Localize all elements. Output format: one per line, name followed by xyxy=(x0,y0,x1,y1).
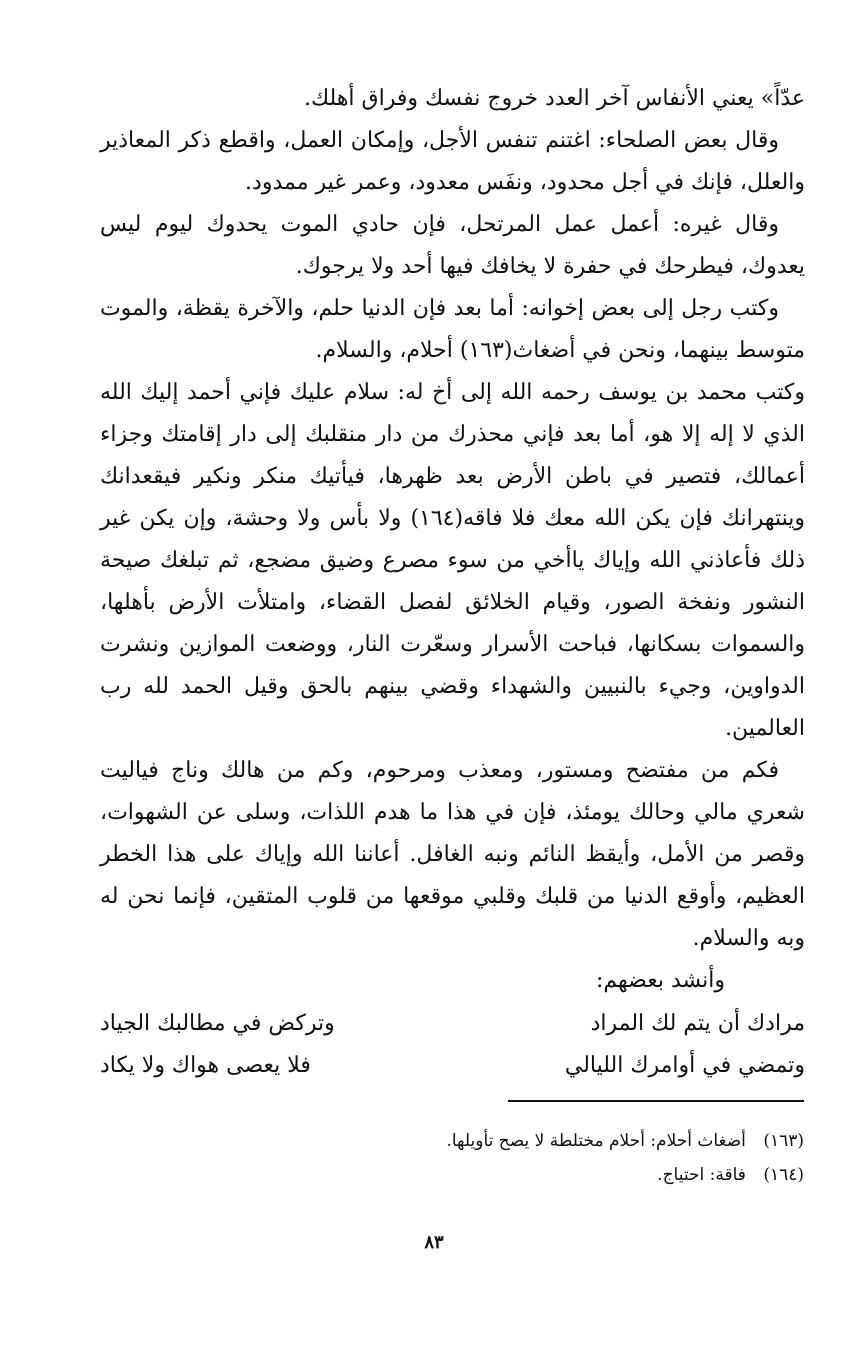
page-body xyxy=(100,78,805,1086)
footnote-text: أضغاث أحلام: أحلام مختلطة لا يصح تأويلها. xyxy=(446,1131,746,1151)
paragraph-6: فكم من مفتضح ومستور، ومعذب ومرحوم، وكم من هالك وناج فياليت شعري مالي وحالك يومئذ، فإن في هذا ما هدم اللذات، وسلى عن الشهوات، وقصر من الأمل، وأيقظ النائم ونبه الغافل. أعاننا الله وإياك على هذا الخطر العظيم، وأوقع الدنيا من قلبك وقلبي موقعها من قلوب المتقين، فإنما نحن له وبه والسلام. xyxy=(100,758,805,951)
paragraph-5: وكتب محمد بن يوسف رحمه الله إلى أخ له: سلام عليك فإني أحمد إليك الله الذي لا إله إلا هو، أما بعد فإني محذرك من دار منقلبك إلى دار إقامتك وجزاء أعمالك، فتصير في باطن الأرض بعد ظهرها، فيأتيك منكر ونكير فيقعدانك وينتهرانك فإن يكن الله معك فلا فاقه(١٦٤) ولا بأس ولا وحشة، وإن يكن غير ذلك فأعاذني الله وإياك ياأخي من سوء مصرع وضيق مضجع، ثم تبلغك صيحة النشور ونفخة الصور، وقيام الخلائق لفصل القضاء، وامتلأت الأرض بأهلها، والسموات بسكانها، فباحت الأسرار وسعّرت النار، ووضعت الموازين ونشرت الدواوين، وجيء بالنبيين والشهداء وقضي بينهم بالحق وقيل الحمد لله رب العالمين. xyxy=(100,380,805,741)
paragraph-3: وقال غيره: أعمل عمل المرتحل، فإن حادي الموت يحدوك ليوم ليس يعدوك، فيطرحك في حفرة لا يخافك فيها أحد ولا يرجوك. xyxy=(100,212,805,279)
page-number: ٨٣ xyxy=(424,1232,444,1253)
footnote-number: (١٦٤) xyxy=(763,1165,804,1185)
footnote-divider xyxy=(508,1100,804,1102)
paragraph-1: عدّاً» يعني الأنفاس آخر العدد خروج نفسك وفراق أهلك. xyxy=(304,86,805,111)
verse-2-first-hemistich: وتمضي في أوامرك الليالي xyxy=(564,1053,805,1078)
verse-1-first-hemistich: مرادك أن يتم لك المراد xyxy=(590,1011,805,1036)
poem-intro: وأنشد بعضهم: xyxy=(595,968,725,993)
footnote-164 xyxy=(244,1158,804,1192)
footnote-text: فاقة: احتياج. xyxy=(657,1165,746,1185)
paragraph-2: وقال بعض الصلحاء: اغتنم تنفس الأجل، وإمكان العمل، واقطع ذكر المعاذير والعلل، فإنك في أجل محدود، ونفَس معدود، وعمر غير ممدود. xyxy=(100,128,805,195)
footnotes xyxy=(244,1124,804,1192)
verse-line-2 xyxy=(100,1046,805,1086)
footnote-number: (١٦٣) xyxy=(763,1131,804,1151)
verse-1-second-hemistich: وتركض في مطالبك الجياد xyxy=(100,1011,335,1036)
verse-line-1 xyxy=(100,1004,805,1044)
verse-2-second-hemistich: فلا يعصى هواك ولا يكاد xyxy=(100,1053,311,1078)
footnote-163 xyxy=(244,1124,804,1158)
paragraph-4: وكتب رجل إلى بعض إخوانه: أما بعد فإن الدنيا حلم، والآخرة يقظة، والموت متوسط بينهما، ونحن في أضغاث(١٦٣) أحلام، والسلام. xyxy=(100,296,805,363)
